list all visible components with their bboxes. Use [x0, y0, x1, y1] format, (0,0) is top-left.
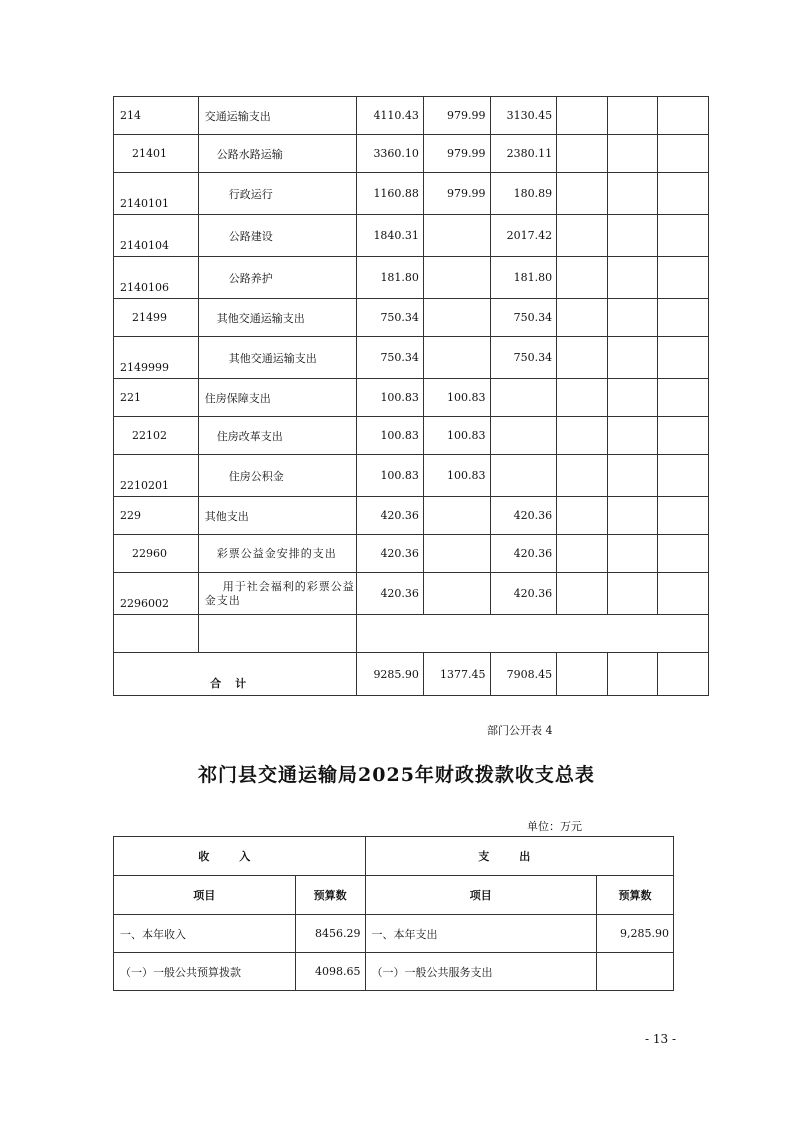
- value-cell: 420.36: [357, 573, 424, 615]
- item-header: 项目: [114, 876, 296, 915]
- value-cell: 420.36: [357, 497, 424, 535]
- table-header-row: [114, 837, 674, 876]
- empty-cell: [607, 257, 658, 299]
- total-value: 9285.90: [357, 653, 424, 696]
- name-cell: 交通运输支出: [198, 97, 357, 135]
- value-cell: [490, 417, 557, 455]
- empty-cell: [607, 299, 658, 337]
- code-cell: 2210201: [114, 455, 199, 497]
- empty-cell: [607, 97, 658, 135]
- value-cell: [423, 299, 490, 337]
- empty-cell: [607, 497, 658, 535]
- unit-label: 单位：万元: [527, 820, 582, 833]
- empty-cell: [658, 573, 709, 615]
- name-cell: 住房改革支出: [198, 417, 357, 455]
- empty-cell: [114, 615, 199, 653]
- budget-header: 预算数: [597, 876, 674, 915]
- value-cell: 1840.31: [357, 215, 424, 257]
- table-subheader-row: [114, 876, 674, 915]
- value-cell: 100.83: [423, 455, 490, 497]
- empty-cell: [658, 337, 709, 379]
- name-cell: 彩票公益金安排的支出: [198, 535, 357, 573]
- code-cell: 214: [114, 97, 199, 135]
- value-cell: 2017.42: [490, 215, 557, 257]
- value-cell: 979.99: [423, 173, 490, 215]
- table-row: [114, 97, 709, 135]
- empty-cell: [557, 215, 608, 257]
- name-cell: 其他交通运输支出: [198, 299, 357, 337]
- code-cell: 2140106: [114, 257, 199, 299]
- value-cell: [423, 215, 490, 257]
- expense-value: 9,285.90: [597, 915, 674, 953]
- table-row: [114, 299, 709, 337]
- empty-cell: [357, 615, 424, 653]
- empty-cell: [557, 173, 608, 215]
- empty-cell: [557, 299, 608, 337]
- value-cell: 100.83: [423, 379, 490, 417]
- expense-value: [597, 953, 674, 991]
- value-cell: 3130.45: [490, 97, 557, 135]
- empty-cell: [658, 257, 709, 299]
- name-cell: 其他支出: [198, 497, 357, 535]
- table-row: [114, 417, 709, 455]
- empty-cell: [658, 615, 709, 653]
- name-cell: 公路建设: [198, 215, 357, 257]
- empty-cell: [658, 653, 709, 696]
- code-cell: 21499: [114, 299, 199, 337]
- name-cell: 住房公积金: [198, 455, 357, 497]
- expense-item: 一、本年支出: [365, 915, 596, 953]
- revenue-expenditure-summary-table: [113, 836, 674, 991]
- value-cell: 1160.88: [357, 173, 424, 215]
- value-cell: [490, 455, 557, 497]
- code-cell: 221: [114, 379, 199, 417]
- code-cell: 2296002: [114, 573, 199, 615]
- code-cell: 2140101: [114, 173, 199, 215]
- empty-cell: [557, 97, 608, 135]
- form-number: 部门公开表 4: [487, 724, 553, 737]
- empty-cell: [490, 615, 557, 653]
- value-cell: 420.36: [490, 497, 557, 535]
- code-cell: 2140104: [114, 215, 199, 257]
- empty-cell: [607, 417, 658, 455]
- value-cell: 100.83: [423, 417, 490, 455]
- empty-cell: [198, 615, 357, 653]
- income-value: 4098.65: [295, 953, 365, 991]
- name-cell: 用于社会福利的彩票公益金支出: [198, 573, 357, 615]
- value-cell: 420.36: [490, 573, 557, 615]
- expense-item: （一）一般公共服务支出: [365, 953, 596, 991]
- total-label: 合计: [114, 653, 357, 696]
- empty-cell: [607, 173, 658, 215]
- name-cell: 其他交通运输支出: [198, 337, 357, 379]
- empty-cell: [557, 535, 608, 573]
- value-cell: 100.83: [357, 379, 424, 417]
- empty-cell: [557, 417, 608, 455]
- value-cell: 2380.11: [490, 135, 557, 173]
- empty-cell: [557, 573, 608, 615]
- value-cell: 750.34: [357, 299, 424, 337]
- code-cell: 229: [114, 497, 199, 535]
- expense-header: 支出: [365, 837, 673, 876]
- table-row: [114, 573, 709, 615]
- value-cell: 100.83: [357, 455, 424, 497]
- value-cell: 3360.10: [357, 135, 424, 173]
- empty-cell: [607, 573, 658, 615]
- value-cell: 420.36: [357, 535, 424, 573]
- table-row: [114, 915, 674, 953]
- total-value: 7908.45: [490, 653, 557, 696]
- code-cell: 2149999: [114, 337, 199, 379]
- value-cell: 181.80: [357, 257, 424, 299]
- name-cell: 公路水路运输: [198, 135, 357, 173]
- total-row: [114, 653, 709, 696]
- item-header: 项目: [365, 876, 596, 915]
- table-row: [114, 257, 709, 299]
- empty-cell: [557, 379, 608, 417]
- empty-cell: [557, 497, 608, 535]
- income-header: 收入: [114, 837, 366, 876]
- empty-cell: [658, 97, 709, 135]
- empty-cell: [557, 455, 608, 497]
- value-cell: [423, 535, 490, 573]
- empty-cell: [658, 173, 709, 215]
- name-cell: 公路养护: [198, 257, 357, 299]
- code-cell: 22102: [114, 417, 199, 455]
- empty-cell: [607, 615, 658, 653]
- table-row: [114, 215, 709, 257]
- name-cell: 行政运行: [198, 173, 357, 215]
- code-cell: 22960: [114, 535, 199, 573]
- empty-cell: [557, 615, 608, 653]
- name-cell: 住房保障支出: [198, 379, 357, 417]
- empty-cell: [607, 135, 658, 173]
- empty-cell: [658, 417, 709, 455]
- empty-cell: [607, 215, 658, 257]
- table-row: [114, 497, 709, 535]
- empty-cell: [607, 535, 658, 573]
- empty-cell: [607, 653, 658, 696]
- empty-cell: [557, 257, 608, 299]
- income-item: （一）一般公共预算拨款: [114, 953, 296, 991]
- empty-cell: [607, 337, 658, 379]
- value-cell: 420.36: [490, 535, 557, 573]
- value-cell: 979.99: [423, 97, 490, 135]
- total-value: 1377.45: [423, 653, 490, 696]
- empty-cell: [658, 535, 709, 573]
- empty-cell: [658, 135, 709, 173]
- empty-cell: [658, 455, 709, 497]
- table-row: [114, 953, 674, 991]
- value-cell: 750.34: [357, 337, 424, 379]
- value-cell: 181.80: [490, 257, 557, 299]
- code-cell: 21401: [114, 135, 199, 173]
- table-row: [114, 379, 709, 417]
- empty-cell: [557, 135, 608, 173]
- table-row: [114, 337, 709, 379]
- empty-cell: [557, 337, 608, 379]
- table-row: [114, 455, 709, 497]
- table-row: [114, 135, 709, 173]
- value-cell: [423, 257, 490, 299]
- empty-cell: [607, 455, 658, 497]
- empty-cell: [423, 615, 490, 653]
- value-cell: 750.34: [490, 337, 557, 379]
- page-number: - 13 -: [645, 1032, 677, 1046]
- empty-cell: [607, 379, 658, 417]
- value-cell: [423, 337, 490, 379]
- value-cell: [423, 497, 490, 535]
- table-row-empty: [114, 615, 709, 653]
- budget-header: 预算数: [295, 876, 365, 915]
- expenditure-table: [113, 96, 709, 696]
- income-value: 8456.29: [295, 915, 365, 953]
- table-row: [114, 173, 709, 215]
- empty-cell: [557, 653, 608, 696]
- empty-cell: [658, 299, 709, 337]
- value-cell: [423, 573, 490, 615]
- value-cell: 100.83: [357, 417, 424, 455]
- table-row: [114, 535, 709, 573]
- page-title: 祁门县交通运输局2025年财政拨款收支总表: [198, 764, 595, 786]
- empty-cell: [658, 497, 709, 535]
- value-cell: 750.34: [490, 299, 557, 337]
- income-item: 一、本年收入: [114, 915, 296, 953]
- value-cell: 180.89: [490, 173, 557, 215]
- value-cell: 979.99: [423, 135, 490, 173]
- value-cell: 4110.43: [357, 97, 424, 135]
- empty-cell: [658, 379, 709, 417]
- value-cell: [490, 379, 557, 417]
- empty-cell: [658, 215, 709, 257]
